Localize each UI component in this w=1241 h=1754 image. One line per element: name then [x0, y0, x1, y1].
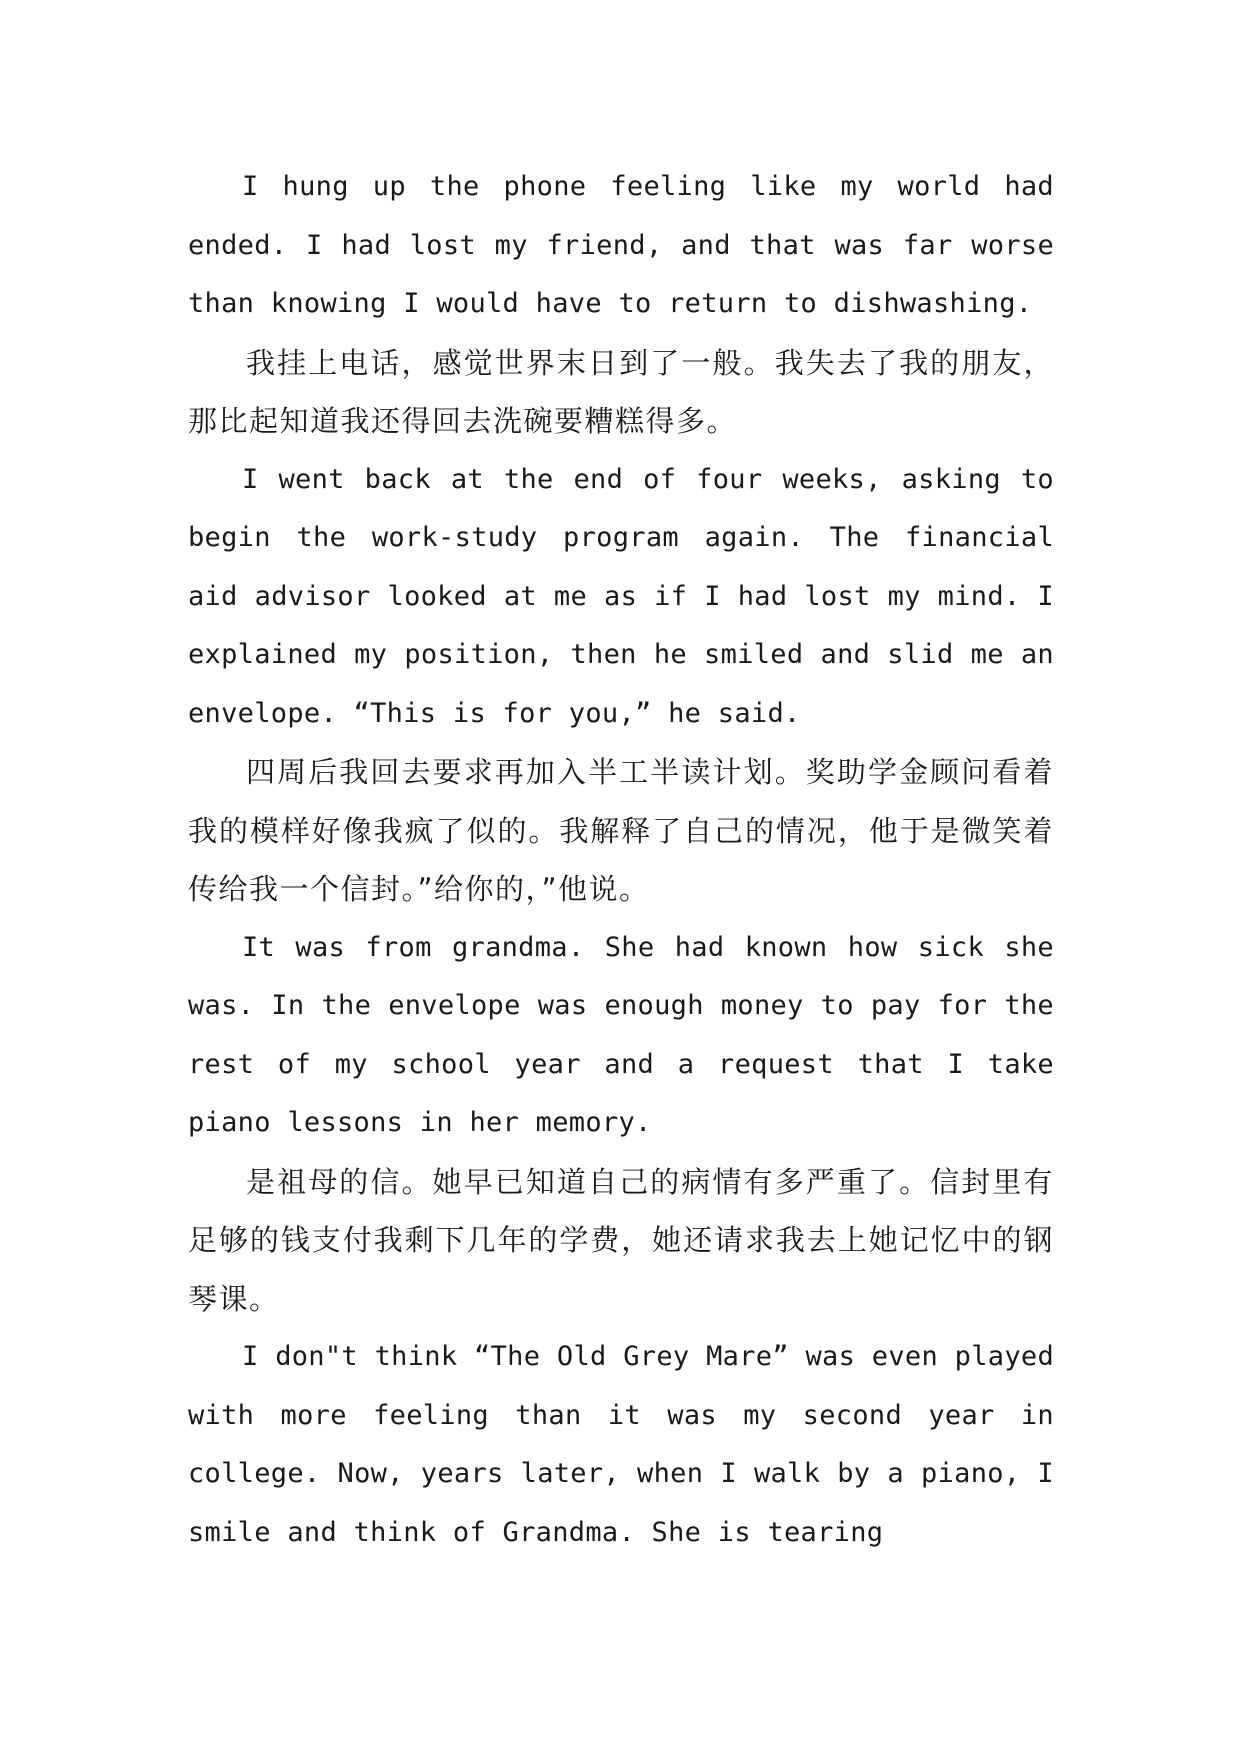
paragraph-en-3: It was from grandma. She had known how sick she was. In the envelope was enough money to pay for the rest of my school year and a request that I take piano lessons in her memory.: [188, 931, 1054, 1138]
paragraph-en-1: I hung up the phone feeling like my world had ended. I had lost my friend, and that was far worse than knowing I would have to return to dishwashing.: [188, 171, 1054, 319]
document-body: [188, 158, 1054, 1562]
paragraph-zh-3: 是祖母的信。她早已知道自己的病情有多严重了。信封里有足够的钱支付我剩下几年的学费，她还请求我去上她记忆中的钢琴课。: [188, 1164, 1054, 1316]
paragraph-en-4: I don"t think “The Old Grey Mare” was even played with more feeling than it was my second year in college. Now, years later, when I walk by a piano, I smile and think of Grandma. She is tearing: [188, 1341, 1054, 1548]
paragraph-en-2: I went back at the end of four weeks, asking to begin the work-study program again. The financial aid advisor looked at me as if I had lost my mind. I explained my position, then he smiled and slid me an envelope. “This is for you,” he said.: [188, 463, 1054, 729]
paragraph-zh-1: 我挂上电话，感觉世界末日到了一般。我失去了我的朋友，那比起知道我还得回去洗碗要糟糕得多。: [188, 345, 1054, 438]
paragraph-zh-2: 四周后我回去要求再加入半工半读计划。奖助学金顾问看着我的模样好像我疯了似的。我解释了自己的情况，他于是微笑着传给我一个信封。”给你的，”他说。: [188, 755, 1054, 906]
